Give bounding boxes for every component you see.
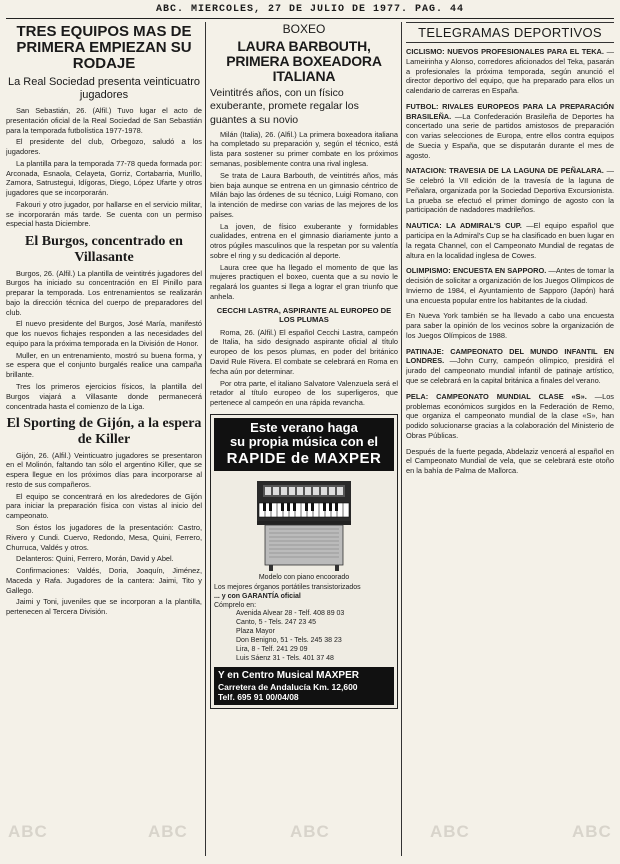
ad-address: Luis Sáenz 31 - Tels. 401 37 48: [236, 654, 334, 662]
telegram-title: PATINAJE: CAMPEONATO DEL MUNDO INFANTIL EN LONDRES.: [406, 346, 614, 366]
ad-header-line: su propia música con el: [229, 434, 379, 450]
telegram-body: —Los problemas económicos surgidos en la Federación de Remo, que organiza el campeonato mundial de la clase «S», han podido solucionarse gracias a la colaboración del Ministerio de Obras Públicas.: [406, 391, 614, 440]
subhead-real-sociedad: La Real Sociedad presenta veinticuatro jugadores: [7, 75, 200, 102]
column-left: [6, 22, 202, 858]
telegram-item: [406, 47, 614, 96]
telegram-body: —Antes de tomar la decisión de solicitar a organización de los Juegos Olímpicos de Invierno de 1984, el Ayuntamiento de Sapporo (Japón) hará una encuesta popular entre los habitantes de la ciudad.: [406, 266, 614, 305]
watermark: ABC: [290, 822, 330, 841]
telegram-body: —Lameirinha y Alonso, corredores aficionados del Teka, pasarán a profesionales la próxima temporada, según anunció el director deportivo del equipo, que ha preparado para ellos un calendario de carreras en España.: [406, 47, 614, 96]
telegram-item: [406, 347, 614, 386]
telegram-item: [406, 266, 614, 305]
ad-caption: Modelo con piano encoorado: [258, 573, 350, 581]
article-paragraph: Son éstos los jugadores de la presentación: Castro, Rivero y Cundi. Cuervo, Redondo, Mesa, Quini, Ferrero, Churruca, Valdés y otros.: [6, 523, 202, 552]
ad-footer-line: Telf. 695 91 00/04/08: [218, 691, 299, 702]
ad-address: Don Benigno, 51 - Tels. 245 38 23: [236, 636, 342, 644]
article-paragraph: Jaimi y Toni, juveniles que se incorporan a la plantilla, pertenecen al Tercera División.: [6, 597, 202, 617]
telegram-item: [406, 166, 614, 215]
ad-footer-line: Y en Centro Musical MAXPER: [218, 669, 359, 681]
ad-footer: [214, 667, 394, 705]
telegram-title: CICLISMO: NUEVOS PROFESIONALES PARA EL TEKA.: [406, 47, 604, 56]
section-label-boxeo: BOXEO: [282, 22, 326, 36]
article-paragraph: La joven, de físico exuberante y formidables cualidades, entrena en el gimnasio diariamente junto a otros púgiles masculinos que la respetan por su valentía sobre el ring y su dedicación al deporte.: [210, 221, 398, 260]
watermark: ABC: [8, 822, 48, 841]
telegram-item: [406, 221, 614, 260]
telegram-body: —John Curry, campeón olímpico, presidirá el jurado del campeonato mundial infantil de patinaje artístico, que se celebrará en la capital británica a finales del verano.: [406, 356, 614, 385]
ad-footer-line: Carretera de Andalucía Km. 12,600: [218, 681, 358, 692]
ad-header: [214, 418, 394, 471]
telegram-title: NAUTICA: LA ADMIRAL'S CUP.: [406, 221, 522, 231]
telegram-item: [406, 311, 614, 340]
telegram-item: [406, 102, 614, 161]
article-paragraph: San Sebastián, 26. (Alfil.) Tuvo lugar el acto de presentación oficial de la Real Sociedad de San Sebastián para la temporada futbolística 1977-1978.: [6, 106, 202, 135]
headline-sporting: El Sporting de Gijón, a la espera de Killer: [6, 416, 202, 447]
headline-burgos: El Burgos, concentrado en Villasante: [25, 234, 183, 265]
column-rule: [401, 22, 402, 856]
article-paragraph: La plantilla para la temporada 77-78 queda formada por: Arconada, Esnaola, Celayeta, Gorriz, Cortabarria, Murillo, Zamora, Satrustegui, Idígoras, Diego, López Ufarte y otros jugadores que se incorporarán.: [6, 158, 202, 198]
headline-primera: TRES EQUIPOS MAS DE PRIMERA EMPIEZAN SU RODAJE: [16, 23, 192, 73]
column-right: [406, 22, 614, 858]
telegram-title: FUTBOL: RIVALES EUROPEOS PARA LA PREPARACIÓN BRASILEÑA.: [406, 101, 614, 121]
ad-text: Cómprelo en:: [214, 601, 257, 609]
article-paragraph: Fakouri y otro jugador, por hallarse en el servicio militar, se incorporarán más tarde. Se cuenta con un permiso especial hasta Diciembre.: [6, 199, 202, 229]
telegram-title: NATACION: TRAVESIA DE LA LAGUNA DE PEÑALARA.: [406, 166, 604, 176]
column-rule: [205, 22, 206, 856]
column-middle: [210, 22, 398, 858]
headline-boxeadora: LAURA BARBOUTH, PRIMERA BOXEADORA ITALIANA: [226, 38, 382, 85]
telegram-body: —La Confederación Brasileña de Deportes ha concertado una serie de partidos amistosos de preparación con varias selecciones de Europa, entre ellos contra equipos de Suecia y España, que se disputarán durante el mes de agosto.: [406, 111, 614, 160]
ad-address: Avenida Alvear 28 - Telf. 408 89 03: [236, 609, 345, 617]
telegram-body: —El equipo español que participa en la Admiral's Cup se ha clasificado en buen lugar en la regata Channel, con el Campeonato Mundial de regatas de altura en la localidad inglesa de Cowes.: [406, 221, 614, 260]
article-paragraph: Se trata de Laura Barbouth, de veintitrés años, más bien baja aunque se entrena en un gimnasio céntrico de Milán bajo las órdenes de su técnico, Luigi Romano, con la intención de medirse con varias de las mejores de los países.: [210, 170, 398, 219]
subhead-boxeadora: Veintitrés años, con un físico exuberante, promete regalar los guantes a su novio: [210, 87, 359, 126]
ad-address: Lira, 8 - Telf. 241 29 09: [236, 645, 308, 653]
watermark: ABC: [572, 822, 612, 841]
article-paragraph: Tres los primeros ejercicios físicos, la plantilla del Burgos viajará a Villasante donde permanecerá concentrada hasta el comienzo de la Liga.: [6, 382, 202, 411]
article-paragraph: El presidente del club, Orbegozo, saludó a los jugadores.: [6, 137, 202, 157]
watermark: ABC: [430, 822, 470, 841]
article-paragraph: Confirmaciones: Valdés, Doria, Joaquín, Jiménez, Maceda y Rafa. Jugadores de la cantera: Jaimi, Tito y Gallego.: [6, 566, 202, 595]
headline-cecchi-lastra: CECCHI LASTRA, ASPIRANTE AL EUROPEO DE LOS PLUMAS: [216, 305, 392, 325]
article-paragraph: Por otra parte, el italiano Salvatore Valenzuela será el retador al título europeo de los superligeros, que pertenece al campeón en una rápida revancha.: [210, 378, 398, 408]
ad-text: Los mejores órganos portátiles transistorizados: [214, 583, 361, 591]
page-masthead: ABC. MIERCOLES, 27 DE JULIO DE 1977. PAG. 44: [6, 4, 614, 19]
section-telegramas: TELEGRAMAS DEPORTIVOS: [406, 22, 614, 43]
organ-illustration: [249, 475, 359, 573]
telegram-title: OLIMPISMO: ENCUESTA EN SAPPORO.: [406, 266, 547, 276]
article-paragraph: Gijón, 26. (Alfil.) Veinticuatro jugadores se presentaron en el Molinón, faltando tan sólo el argentino Killer, que se espera llegue en los próximos días para incorporarse al resto de sus compañeros.: [6, 450, 202, 489]
article-paragraph: Milán (Italia), 26. (Alfil.) La primera boxeadora italiana ha completado su preparación y, según el técnico, está lista para sostener su primer combate en los próximos semanas, posiblemente contra una rival inglesa.: [210, 129, 398, 168]
telegram-body: En Nueva York también se ha llevado a cabo una encuesta para saber la opinión de los vecinos sobre la organización de los Juegos Olímpicos de 1988.: [406, 311, 614, 340]
ad-address: Plaza Mayor: [236, 627, 275, 635]
article-paragraph: Roma, 26. (Alfil.) El español Cecchi Lastra, campeón de Italia, ha sido designado aspirante oficial al título europeo de los pesos plumas, en poder del británico David Rule Rivera. El combate se celebrará en Roma en fecha aún por determinar.: [210, 327, 398, 376]
article-paragraph: Burgos, 26. (Alfil.) La plantilla de veintitrés jugadores del Burgos ha iniciado su concentración en El Pinillo para preparar la temporada. Los entrenamientos se realizarán bajo la dirección técnica del cuerpo de preparadores del club.: [6, 268, 202, 317]
maxper-advertisement: [210, 414, 398, 709]
article-paragraph: El equipo se concentrará en los alrededores de Gijón para iniciar la preparación física con vistas al inicio del campeonato.: [6, 491, 202, 521]
telegram-body: —Se celebró la VII edición de la travesía de la laguna de Peñalara, organizada por la Sociedad Deportiva Excursionista. La prueba se efectuó el primer domingo de agosto con la participación de nadadores madrileños.: [406, 166, 614, 215]
watermark: ABC: [148, 822, 188, 841]
ad-address: Canto, 5 - Tels. 247 23 45: [236, 618, 317, 626]
article-paragraph: El nuevo presidente del Burgos, José María, manifestó que los nuevos fichajes responden a las necesidades del equipo para la próxima temporada en la División de Honor.: [6, 319, 202, 348]
article-paragraph: Muller, en un entrenamiento, mostró su buena forma, y se espera que el conjunto burgalés realice una campaña brillante.: [6, 350, 202, 380]
article-paragraph: Laura cree que ha llegado el momento de que las mujeres practiquen el boxeo, cuenta que a su novio le regalará los guantes si llega a lograr el gran triunfo que anhela.: [210, 262, 398, 301]
article-paragraph: Delanteros: Quini, Ferrero, Morán, David y Abel.: [16, 554, 174, 564]
telegram-item: [406, 392, 614, 441]
telegram-title: PELA: CAMPEONATO MUNDIAL CLASE «S».: [406, 391, 587, 401]
ad-brand: RAPIDE de MAXPER: [226, 449, 382, 467]
ad-text: ... y con GARANTÍA oficial: [214, 592, 301, 600]
ad-header-line: Este verano haga: [250, 419, 358, 435]
telegram-item: [406, 447, 614, 476]
telegram-body: Después de la fuerte pegada, Abdelaziz vencerá al español en el Campeonato Mundial de vela, que se celebrará este otoño en la bahía de Palma de Mallorca.: [406, 446, 614, 476]
